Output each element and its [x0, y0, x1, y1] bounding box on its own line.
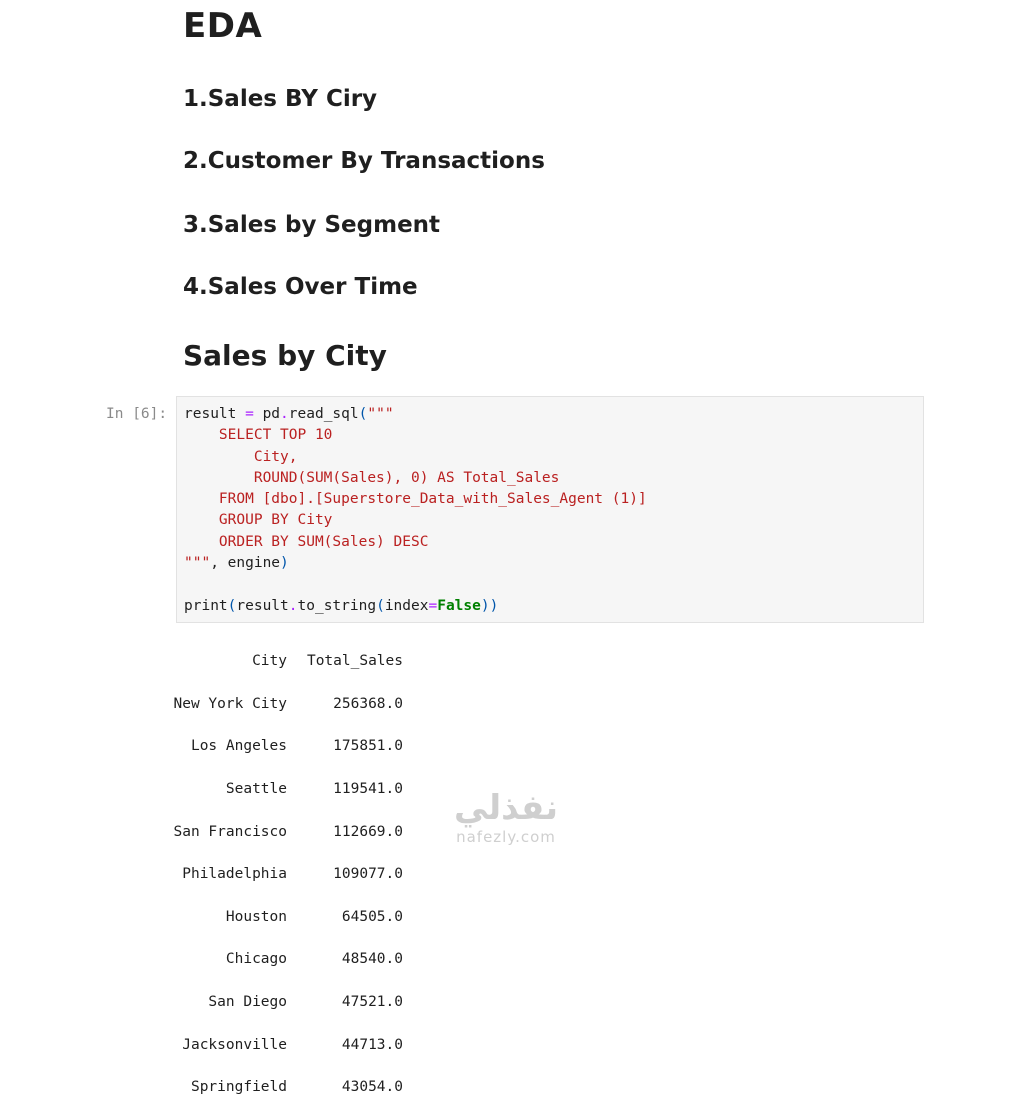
- output-total-sales: 256368.0: [333, 695, 403, 712]
- code-cell-editor[interactable]: [176, 396, 924, 623]
- cell-input-prompt: In [6]:: [106, 406, 168, 422]
- output-city: Philadelphia: [182, 866, 287, 883]
- code-token: result: [184, 406, 246, 422]
- code-token: """: [367, 406, 394, 422]
- code-token: index: [384, 597, 429, 614]
- sql-line: City,: [184, 448, 298, 465]
- output-total-sales: 109077.0: [333, 866, 403, 883]
- code-token: print: [184, 597, 228, 614]
- eda-item-sales-over-time: 4.Sales Over Time: [183, 274, 418, 300]
- eda-item-sales-by-segment: 3.Sales by Segment: [183, 212, 441, 238]
- code-token: pd: [253, 406, 281, 422]
- output-row: [170, 694, 403, 715]
- output-row: [170, 907, 403, 928]
- output-total-sales: 43054.0: [341, 1079, 403, 1096]
- code-token: False: [437, 597, 481, 614]
- output-city: New York City: [173, 695, 287, 712]
- watermark-latin-text: nafezly.com: [456, 828, 556, 846]
- output-total-sales: 175851.0: [333, 738, 403, 755]
- output-row: [170, 992, 403, 1013]
- output-total-sales: 64505.0: [341, 908, 403, 925]
- output-header-total-sales: Total_Sales: [306, 653, 403, 670]
- output-row: [170, 949, 403, 970]
- code-token: .: [280, 406, 289, 422]
- code-source[interactable]: [184, 404, 647, 617]
- sql-line: ORDER BY SUM(Sales) DESC: [184, 533, 429, 550]
- sql-line: SELECT TOP 10: [184, 427, 333, 444]
- cell-output: [170, 630, 403, 1120]
- output-total-sales: 112669.0: [333, 823, 403, 840]
- output-city: Seattle: [225, 781, 287, 798]
- output-city: Jacksonville: [182, 1036, 287, 1053]
- output-total-sales: 48540.0: [341, 951, 403, 968]
- output-city: Chicago: [225, 951, 287, 968]
- sql-line: GROUP BY City: [184, 512, 333, 529]
- code-token: ): [280, 555, 289, 572]
- code-token: (: [358, 406, 368, 422]
- code-token: (: [227, 597, 237, 614]
- output-total-sales: 119541.0: [333, 781, 403, 798]
- code-token: .: [288, 597, 298, 614]
- output-row: [170, 779, 403, 800]
- code-token: (: [376, 597, 385, 614]
- eda-item-sales-by-city: 1.Sales BY Ciry: [183, 86, 378, 112]
- output-row: [170, 822, 403, 843]
- output-city: Houston: [225, 908, 287, 925]
- output-total-sales: 47521.0: [341, 994, 403, 1011]
- code-token: , engine: [210, 555, 281, 572]
- output-total-sales: 44713.0: [341, 1036, 403, 1053]
- code-token: to_string: [297, 597, 377, 614]
- code-token: read_sql: [288, 406, 359, 422]
- sql-line: ROUND(SUM(Sales), 0) AS Total_Sales: [184, 469, 560, 486]
- code-token: )): [480, 597, 499, 614]
- output-city: Springfield: [190, 1079, 287, 1096]
- section-heading-sales-by-city: Sales by City: [183, 339, 387, 372]
- output-city: San Francisco: [173, 823, 287, 840]
- eda-heading: EDA: [183, 6, 263, 46]
- watermark-arabic-text: نفذلي: [453, 788, 559, 828]
- output-row: [170, 736, 403, 757]
- code-token: =: [245, 406, 254, 422]
- nafezly-watermark: [440, 788, 572, 858]
- output-header-city: City: [252, 653, 287, 670]
- eda-item-customer-by-transactions: 2.Customer By Transactions: [183, 148, 545, 174]
- sql-line: FROM [dbo].[Superstore_Data_with_Sales_Agent (1)]: [184, 491, 647, 508]
- output-city: Los Angeles: [190, 738, 287, 755]
- output-row: [170, 864, 403, 885]
- output-city: San Diego: [208, 994, 287, 1011]
- output-header-row: [170, 651, 403, 672]
- code-token: """: [184, 555, 211, 572]
- output-row: [170, 1035, 403, 1056]
- code-token: result: [236, 597, 289, 614]
- output-row: [170, 1077, 403, 1098]
- code-token: =: [428, 597, 438, 614]
